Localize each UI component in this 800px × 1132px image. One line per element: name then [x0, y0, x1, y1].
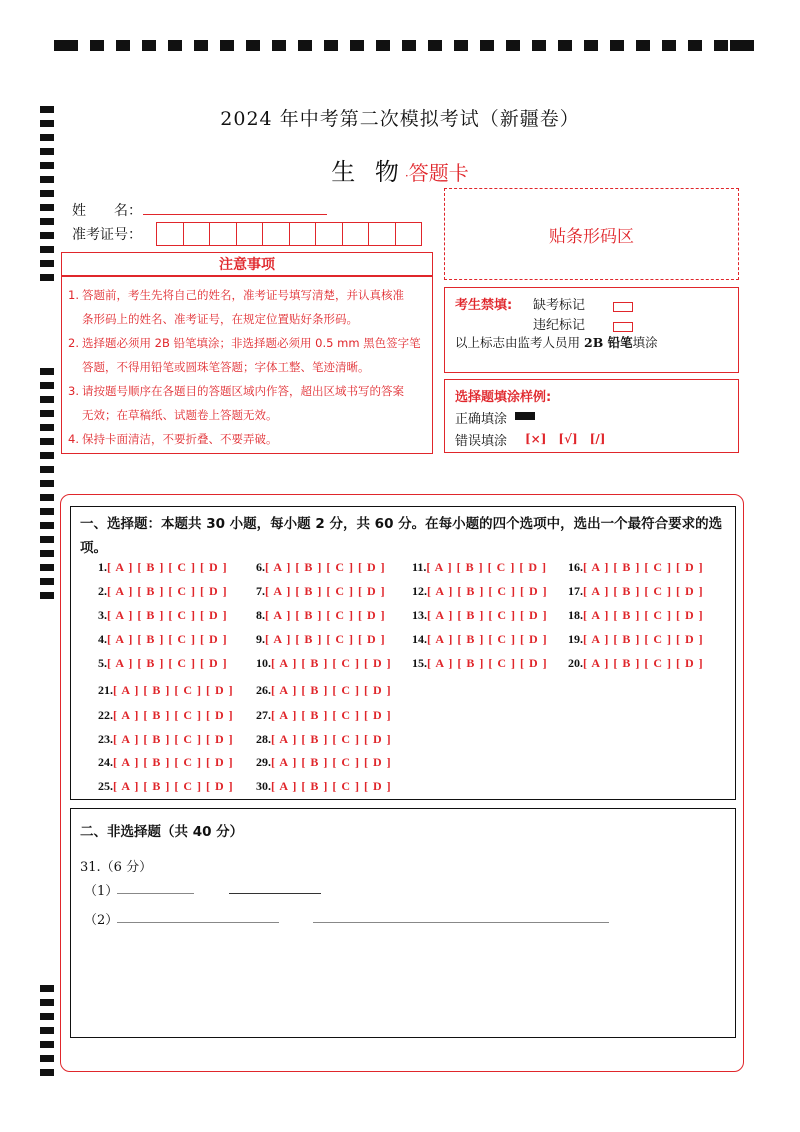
id-label: 准考证号： [72, 227, 142, 243]
id-cell[interactable] [157, 223, 184, 245]
answer-options[interactable]: [ A ] [ B ] [ C ] [ D ] [113, 708, 234, 722]
choice-question[interactable] [256, 779, 392, 794]
question-number: 20. [568, 656, 583, 670]
id-cell[interactable] [369, 223, 396, 245]
choice-question[interactable] [412, 656, 548, 671]
choice-question[interactable] [256, 708, 392, 723]
question-number: 12. [412, 584, 427, 598]
question-number: 4. [98, 632, 107, 646]
notice-item [68, 283, 428, 307]
question-number: 15. [412, 656, 427, 670]
answer-options[interactable]: [ A ] [ B ] [ C ] [ D ] [426, 560, 547, 574]
choice-question[interactable] [98, 732, 234, 747]
choice-question[interactable] [568, 608, 704, 623]
sample-correct-label: 正确填涂 [455, 412, 508, 427]
answer-options[interactable]: [ A ] [ B ] [ C ] [ D ] [265, 632, 386, 646]
question-number: 2. [98, 584, 107, 598]
answer-options[interactable]: [ A ] [ B ] [ C ] [ D ] [107, 656, 228, 670]
choice-question[interactable] [412, 608, 548, 623]
q31-part2-blank2[interactable] [313, 922, 609, 923]
subject-name: 生 物 [331, 158, 405, 186]
absent-mark-label: 缺考标记 [533, 298, 586, 313]
answer-options[interactable]: [ A ] [ B ] [ C ] [ D ] [107, 632, 228, 646]
question-number: 11. [412, 560, 427, 574]
id-cell[interactable] [184, 223, 211, 245]
notice-item [68, 427, 428, 451]
question-number: 13. [412, 608, 427, 622]
choice-question[interactable] [256, 732, 392, 747]
question-number: 19. [568, 632, 583, 646]
notice-heading: 注意事项 [61, 252, 433, 276]
choice-question[interactable] [256, 632, 386, 647]
answer-options[interactable]: [ A ] [ B ] [ C ] [ D ] [113, 779, 234, 793]
exam-title: 2024 年中考第二次模拟考试（新疆卷） [220, 108, 580, 130]
choice-question[interactable] [98, 560, 228, 575]
answer-options[interactable]: [ A ] [ B ] [ C ] [ D ] [583, 608, 704, 622]
answer-options[interactable]: [ A ] [ B ] [ C ] [ D ] [271, 755, 392, 769]
id-number-grid[interactable] [156, 222, 422, 246]
question-number: 9. [256, 632, 265, 646]
choice-question[interactable] [98, 584, 228, 599]
wrong-fill-samples: [×] [√] [/] [525, 432, 606, 446]
notice-item-text: 答题前，考生先将自己的姓名，准考证号填写清楚，并认真核准 [82, 288, 404, 302]
notice-item [68, 331, 428, 355]
question-number: 5. [98, 656, 107, 670]
question-number: 17. [568, 584, 583, 598]
notice-item-number: 3. [68, 384, 79, 398]
q31-part2-blank1[interactable] [117, 922, 279, 923]
subject-heading [0, 152, 800, 187]
fill-sample-box [444, 379, 739, 453]
answer-options[interactable]: [ A ] [ B ] [ C ] [ D ] [113, 683, 234, 697]
question-number: 28. [256, 732, 271, 746]
question-number: 7. [256, 584, 265, 598]
answer-options[interactable]: [ A ] [ B ] [ C ] [ D ] [265, 560, 386, 574]
answer-options[interactable]: [ A ] [ B ] [ C ] [ D ] [271, 683, 392, 697]
answer-options[interactable]: [ A ] [ B ] [ C ] [ D ] [271, 779, 392, 793]
answer-options[interactable]: [ A ] [ B ] [ C ] [ D ] [107, 608, 228, 622]
q31-part1-label: （1） [84, 884, 119, 899]
question-number: 18. [568, 608, 583, 622]
question-number: 30. [256, 779, 271, 793]
choice-question[interactable] [256, 656, 392, 671]
name-label: 姓 名： [72, 203, 142, 219]
choice-question[interactable] [98, 708, 234, 723]
choice-question[interactable] [256, 560, 386, 575]
choice-question[interactable] [98, 755, 234, 770]
notice-item-number: 4. [68, 432, 79, 446]
answer-options[interactable]: [ A ] [ B ] [ C ] [ D ] [427, 584, 548, 598]
answer-options[interactable]: [ A ] [ B ] [ C ] [ D ] [583, 632, 704, 646]
question-number: 10. [256, 656, 271, 670]
q31-label: 31.（6 分） [80, 860, 153, 875]
examiner-only-box [444, 287, 739, 373]
answer-options[interactable]: [ A ] [ B ] [ C ] [ D ] [583, 656, 704, 670]
question-number: 16. [568, 560, 583, 574]
question-number: 26. [256, 683, 271, 697]
answer-options[interactable]: [ A ] [ B ] [ C ] [ D ] [271, 656, 392, 670]
answer-options[interactable]: [ A ] [ B ] [ C ] [ D ] [271, 708, 392, 722]
choice-question[interactable] [98, 779, 234, 794]
q31-part1-blank2[interactable] [229, 893, 321, 894]
q31-part2-label: （2） [84, 913, 119, 928]
answer-options[interactable]: [ A ] [ B ] [ C ] [ D ] [107, 584, 228, 598]
choice-question[interactable] [412, 560, 547, 575]
answer-options[interactable]: [ A ] [ B ] [ C ] [ D ] [583, 584, 704, 598]
notice-body [61, 276, 433, 454]
forbidden-note-bold: 2B 铅笔 [584, 335, 633, 350]
choice-question[interactable] [98, 608, 228, 623]
subject-dot: · [404, 169, 409, 183]
notice-item [68, 307, 428, 331]
question-number: 21. [98, 683, 113, 697]
notice-item [68, 355, 428, 379]
id-cell[interactable] [237, 223, 264, 245]
notice-item-number: 2. [68, 336, 79, 350]
name-field[interactable] [143, 214, 327, 215]
question-number: 3. [98, 608, 107, 622]
card-label: 答题卡 [408, 161, 469, 185]
answer-options[interactable]: [ A ] [ B ] [ C ] [ D ] [113, 732, 234, 746]
forbidden-note-pre: 以上标志由监考人员用 [455, 335, 581, 350]
answer-options[interactable]: [ A ] [ B ] [ C ] [ D ] [107, 560, 228, 574]
correct-fill-sample [515, 412, 535, 420]
id-cell[interactable] [290, 223, 317, 245]
answer-options[interactable]: [ A ] [ B ] [ C ] [ D ] [265, 584, 386, 598]
question-number: 14. [412, 632, 427, 646]
answer-options[interactable]: [ A ] [ B ] [ C ] [ D ] [427, 656, 548, 670]
choice-question[interactable] [568, 560, 704, 575]
id-cell[interactable] [396, 223, 422, 245]
id-cell[interactable] [316, 223, 343, 245]
question-number: 23. [98, 732, 113, 746]
sample-title: 选择题填涂样例: [455, 390, 552, 405]
choice-question[interactable] [412, 584, 548, 599]
answer-options[interactable]: [ A ] [ B ] [ C ] [ D ] [583, 560, 704, 574]
notice-item-text: 答题，不得用铅笔或圆珠笔答题；字体工整、笔迹清晰。 [82, 360, 370, 374]
question-number: 8. [256, 608, 265, 622]
choice-question[interactable] [256, 683, 392, 698]
notice-item-number: 1. [68, 288, 79, 302]
violation-mark-label: 违纪标记 [533, 318, 586, 333]
id-cell[interactable] [210, 223, 237, 245]
choice-question[interactable] [98, 632, 228, 647]
id-cell[interactable] [263, 223, 290, 245]
notice-item-text: 选择题必须用 2B 铅笔填涂；非选择题必须用 0.5 mm 黑色签字笔 [82, 336, 421, 350]
question-number: 25. [98, 779, 113, 793]
answer-options[interactable]: [ A ] [ B ] [ C ] [ D ] [427, 632, 548, 646]
section2-box [70, 808, 736, 1038]
section2-title: 二、非选择题（共 40 分） [80, 824, 244, 840]
question-number: 22. [98, 708, 113, 722]
choice-question[interactable] [412, 632, 548, 647]
notice-item [68, 403, 428, 427]
question-number: 1. [98, 560, 107, 574]
choice-question[interactable] [98, 683, 234, 698]
choice-question[interactable] [568, 656, 704, 671]
q31-part1-blank1[interactable] [117, 893, 194, 894]
notice-item-text: 请按题号顺序在各题目的答题区域内作答，超出区域书写的答案 [82, 384, 404, 398]
notice-item-text: 保持卡面清洁，不要折叠、不要弄破。 [82, 432, 278, 446]
choice-question[interactable] [98, 656, 228, 671]
notice-item [68, 379, 428, 403]
section1-title: 一、选择题：本题共 30 小题，每小题 2 分，共 60 分。在每小题的四个选项中，选出一个最符合要求的选项。 [80, 516, 723, 556]
sample-wrong-label: 错误填涂 [455, 434, 508, 449]
question-number: 29. [256, 755, 271, 769]
choice-question[interactable] [568, 584, 704, 599]
choice-question[interactable] [568, 632, 704, 647]
notice-item-text: 条形码上的姓名、准考证号，在规定位置贴好条形码。 [82, 312, 358, 326]
choice-question[interactable] [256, 584, 386, 599]
absent-mark-box[interactable] [613, 296, 633, 315]
question-number: 27. [256, 708, 271, 722]
answer-options[interactable]: [ A ] [ B ] [ C ] [ D ] [427, 608, 548, 622]
question-number: 6. [256, 560, 265, 574]
forbidden-note-post: 填涂 [632, 335, 658, 350]
choice-question[interactable] [256, 608, 386, 623]
answer-options[interactable]: [ A ] [ B ] [ C ] [ D ] [265, 608, 386, 622]
forbidden-label: 考生禁填: [455, 298, 513, 313]
notice-item-text: 无效；在草稿纸、试题卷上答题无效。 [82, 408, 278, 422]
question-number: 24. [98, 755, 113, 769]
id-cell[interactable] [343, 223, 370, 245]
answer-options[interactable]: [ A ] [ B ] [ C ] [ D ] [271, 732, 392, 746]
barcode-area [444, 188, 739, 280]
forbidden-note [455, 333, 658, 351]
answer-options[interactable]: [ A ] [ B ] [ C ] [ D ] [113, 755, 234, 769]
choice-question[interactable] [256, 755, 392, 770]
barcode-label: 贴条形码区 [549, 226, 634, 247]
